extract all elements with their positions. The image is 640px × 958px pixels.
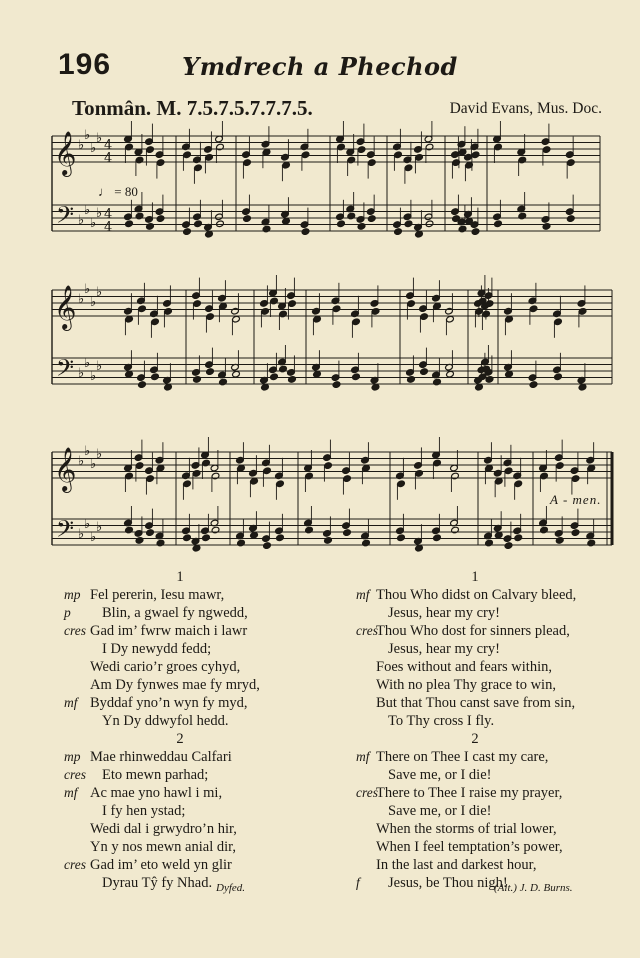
- note-head: [211, 472, 220, 480]
- lyric-text: Yn Dy ddwyfol hedd.: [102, 713, 229, 729]
- note-head: [475, 383, 484, 391]
- note-head: [125, 472, 134, 480]
- note-head: [276, 534, 285, 542]
- flat-sign: ♭: [96, 520, 103, 535]
- lyric-line: [340, 694, 610, 712]
- lyric-text: There to Thee I raise my prayer,: [376, 785, 563, 801]
- lyric-line: [340, 604, 610, 622]
- note-head: [571, 529, 580, 537]
- dynamic-marking: mf: [64, 785, 78, 800]
- flat-sign: ♭: [78, 527, 85, 542]
- note-head: [282, 217, 291, 225]
- note-head: [352, 373, 361, 381]
- note-head: [205, 230, 214, 238]
- note-head: [446, 315, 455, 323]
- flat-sign: ♭: [84, 356, 91, 371]
- tune-meter: Tonmân. M. 7.5.7.5.7.7.7.5.: [72, 96, 313, 120]
- note-head: [540, 526, 549, 534]
- lyric-line: [60, 838, 300, 856]
- verse-number: 2: [176, 731, 184, 747]
- flat-sign: ♭: [90, 530, 97, 545]
- flat-sign: ♭: [78, 292, 85, 307]
- flat-sign: ♭: [84, 444, 91, 459]
- flat-sign: ♭: [90, 216, 97, 231]
- lyric-text: Fel pererin, Iesu mawr,: [90, 587, 225, 603]
- dynamic-marking: cres: [64, 857, 86, 872]
- flat-sign: ♭: [96, 359, 103, 374]
- english-author-credit: (Alt.) J. D. Burns.: [494, 882, 573, 894]
- note-head: [504, 467, 513, 475]
- note-head: [485, 464, 494, 472]
- note-head: [156, 539, 165, 547]
- note-head: [219, 378, 228, 386]
- note-head: [313, 370, 322, 378]
- note-head: [151, 318, 160, 326]
- note-head: [305, 526, 314, 534]
- note-head: [324, 537, 333, 545]
- note-head: [183, 534, 192, 542]
- flat-sign: ♭: [78, 366, 85, 381]
- lyric-text: Wedi dal i grwydro’n hir,: [90, 821, 237, 837]
- flat-sign: ♭: [84, 282, 91, 297]
- note-head: [433, 459, 442, 467]
- lyric-text: With no plea Thy grace to win,: [376, 677, 556, 693]
- lyric-line: [60, 640, 300, 658]
- note-head: [433, 534, 442, 542]
- lyric-text: Mae rhinweddau Calfari: [90, 749, 232, 765]
- dynamic-marking: mf: [64, 695, 78, 710]
- note-head: [494, 220, 503, 228]
- note-head: [451, 526, 460, 534]
- lyric-text: But that Thou canst save from sin,: [376, 695, 576, 711]
- note-head: [183, 151, 192, 159]
- note-head: [371, 383, 380, 391]
- note-head: [263, 542, 272, 550]
- flat-sign: ♭: [84, 203, 91, 218]
- time-signature: 4: [104, 151, 113, 166]
- note-head: [151, 373, 160, 381]
- note-head: [407, 376, 416, 384]
- note-head: [125, 220, 134, 228]
- flat-sign: ♭: [96, 206, 103, 221]
- lyric-line: [60, 748, 300, 766]
- note-head: [485, 539, 494, 547]
- note-head: [425, 220, 434, 228]
- dynamic-marking: cres: [64, 767, 86, 782]
- lyric-text: I Dy newydd fedd;: [102, 641, 212, 657]
- note-head: [494, 477, 503, 485]
- note-head: [194, 220, 203, 228]
- note-head: [270, 297, 279, 305]
- lyric-text: Jesus, hear my cry!: [388, 641, 500, 657]
- note-head: [347, 156, 356, 164]
- dynamic-marking: cres: [64, 623, 86, 638]
- lyric-text: Dyrau Tŷ fy Nhad.: [102, 875, 213, 891]
- note-head: [261, 383, 270, 391]
- note-head: [183, 228, 192, 236]
- bass-clef: 𝄢: [56, 515, 75, 548]
- note-head: [146, 529, 155, 537]
- note-head: [371, 308, 380, 316]
- note-head: [420, 313, 429, 321]
- dynamic-marking: f: [356, 875, 360, 890]
- note-head: [529, 305, 538, 313]
- note-head: [262, 148, 271, 156]
- lyric-line: [60, 712, 300, 730]
- lyric-text: Foes without and fears within,: [376, 659, 552, 675]
- lyric-text: Thou Who didst on Calvary bleed,: [376, 587, 577, 603]
- lyric-text: When I feel temptation’s power,: [376, 839, 563, 855]
- note-head: [343, 475, 352, 483]
- note-head: [566, 159, 575, 167]
- note-head: [529, 381, 538, 389]
- note-head: [276, 480, 285, 488]
- flat-sign: ♭: [90, 141, 97, 156]
- note-head: [337, 143, 346, 151]
- lyric-text: I fy hen ystad;: [102, 803, 186, 819]
- note-head: [367, 159, 376, 167]
- note-head: [415, 154, 424, 162]
- welsh-author-credit: Dyfed.: [216, 882, 246, 894]
- dynamic-marking: cres: [356, 785, 378, 800]
- note-head: [518, 156, 527, 164]
- lyric-line: [340, 640, 610, 658]
- hymn-title: Ymdrech a Phechod: [182, 52, 458, 81]
- note-head: [514, 534, 523, 542]
- tempo-marking: ♩ = 80: [98, 184, 138, 199]
- note-head: [505, 370, 514, 378]
- lyric-text: Thou Who dost for sinners plead,: [376, 623, 570, 639]
- note-head: [471, 151, 480, 159]
- lyric-line: [340, 802, 610, 820]
- time-signature: 4: [104, 138, 113, 153]
- note-head: [193, 376, 202, 384]
- note-head: [362, 464, 371, 472]
- note-head: [415, 544, 424, 552]
- note-head: [193, 300, 202, 308]
- dynamic-marking: p: [64, 605, 71, 620]
- flat-sign: ♭: [96, 447, 103, 462]
- note-head: [555, 462, 564, 470]
- verse-number: 1: [471, 569, 479, 585]
- note-head: [542, 146, 551, 154]
- note-head: [347, 212, 356, 220]
- note-head: [135, 212, 144, 220]
- lyric-line: [60, 622, 300, 640]
- note-head: [301, 228, 310, 236]
- note-head: [262, 225, 271, 233]
- note-head: [504, 542, 513, 550]
- lyric-text: Blin, a gwael fy ngwedd,: [102, 605, 248, 621]
- lyric-line: [340, 820, 610, 838]
- note-head: [164, 383, 173, 391]
- note-head: [367, 215, 376, 223]
- dynamic-marking: mf: [356, 749, 370, 764]
- note-head: [216, 143, 225, 151]
- lyric-line: [340, 784, 610, 802]
- note-head: [433, 378, 442, 386]
- note-head: [237, 464, 246, 472]
- note-head: [571, 475, 580, 483]
- lyric-text: Ac mae yno hawl i mi,: [90, 785, 223, 801]
- note-head: [135, 462, 144, 470]
- note-head: [135, 156, 144, 164]
- note-head: [554, 373, 563, 381]
- note-head: [362, 539, 371, 547]
- lyric-text: Save me, or I die!: [388, 803, 492, 819]
- note-head: [578, 308, 587, 316]
- note-head: [263, 467, 272, 475]
- flat-sign: ♭: [84, 128, 91, 143]
- note-head: [194, 164, 203, 172]
- lyric-line: [340, 622, 610, 640]
- note-head: [357, 146, 366, 154]
- note-head: [404, 164, 413, 172]
- note-head: [415, 230, 424, 238]
- flat-sign: ♭: [96, 131, 103, 146]
- flat-sign: ♭: [90, 369, 97, 384]
- note-head: [270, 373, 279, 381]
- note-head: [357, 223, 366, 231]
- note-head: [202, 534, 211, 542]
- note-head: [394, 151, 403, 159]
- note-head: [587, 464, 596, 472]
- note-head: [135, 537, 144, 545]
- flat-sign: ♭: [90, 295, 97, 310]
- lyric-line: [340, 586, 610, 604]
- note-head: [425, 143, 434, 151]
- lyric-line: [340, 712, 610, 730]
- flat-sign: ♭: [78, 213, 85, 228]
- note-head: [337, 220, 346, 228]
- dynamic-marking: mf: [356, 587, 370, 602]
- note-head: [202, 459, 211, 467]
- note-head: [279, 365, 288, 373]
- lyric-line: [60, 856, 300, 874]
- flat-sign: ♭: [96, 285, 103, 300]
- flat-sign: ♭: [78, 138, 85, 153]
- lyric-text: Jesus, hear my cry!: [388, 605, 500, 621]
- lyric-line: [60, 586, 300, 604]
- note-head: [146, 146, 155, 154]
- note-head: [192, 544, 201, 552]
- note-head: [494, 143, 503, 151]
- lyric-text: Gad im’ eto weld yn glir: [90, 857, 232, 873]
- bass-clef: 𝄢: [56, 201, 75, 234]
- dynamic-marking: cres: [356, 623, 378, 638]
- lyric-line: [340, 658, 610, 676]
- note-head: [138, 305, 147, 313]
- note-head: [206, 313, 215, 321]
- lyric-line: [60, 658, 300, 676]
- note-head: [261, 308, 270, 316]
- bass-clef: 𝄢: [56, 354, 75, 387]
- lyric-line: [60, 694, 300, 712]
- lyric-line: [60, 820, 300, 838]
- note-head: [397, 480, 406, 488]
- lyric-line: [340, 856, 610, 874]
- note-head: [301, 151, 310, 159]
- composer-credit: David Evans, Mus. Doc.: [449, 100, 602, 117]
- note-head: [183, 480, 192, 488]
- note-head: [514, 480, 523, 488]
- note-head: [138, 381, 147, 389]
- note-head: [125, 526, 134, 534]
- lyric-line: [60, 676, 300, 694]
- lyric-text: There on Thee I cast my care,: [376, 749, 549, 765]
- lyric-line: [60, 604, 300, 622]
- amen-text: A - men.: [550, 492, 602, 507]
- note-head: [313, 315, 322, 323]
- lyric-text: When the storms of trial lower,: [376, 821, 557, 837]
- verse-number: 2: [471, 731, 479, 747]
- lyric-line: [60, 802, 300, 820]
- note-head: [324, 462, 333, 470]
- note-head: [288, 300, 297, 308]
- flat-sign: ♭: [78, 454, 85, 469]
- note-head: [540, 472, 549, 480]
- lyric-text: In the last and darkest hour,: [376, 857, 537, 873]
- note-head: [587, 539, 596, 547]
- flat-sign: ♭: [90, 457, 97, 472]
- note-head: [332, 381, 341, 389]
- note-head: [243, 215, 252, 223]
- lyric-line: [340, 838, 610, 856]
- note-head: [518, 212, 527, 220]
- hymn-number: 196: [58, 48, 112, 81]
- welsh-lyrics: [60, 568, 300, 892]
- lyric-text: Save me, or I die!: [388, 767, 492, 783]
- note-head: [232, 315, 241, 323]
- lyric-text: Byddaf yno’n wyn fy myd,: [90, 695, 248, 711]
- note-head: [219, 302, 228, 310]
- lyric-text: Jesus, be Thou nigh!: [388, 875, 508, 891]
- note-head: [578, 383, 587, 391]
- note-head: [494, 531, 503, 539]
- note-head: [206, 368, 215, 376]
- lyric-line: [340, 766, 610, 784]
- note-head: [404, 220, 413, 228]
- note-head: [250, 477, 259, 485]
- note-head: [305, 472, 314, 480]
- note-head: [415, 470, 424, 478]
- note-head: [156, 215, 165, 223]
- note-head: [164, 308, 173, 316]
- note-head: [237, 539, 246, 547]
- note-head: [343, 529, 352, 537]
- treble-clef: 𝄞: [54, 447, 77, 491]
- lyric-text: Gad im’ fwrw maich i lawr: [90, 623, 248, 639]
- note-head: [211, 526, 220, 534]
- note-head: [146, 223, 155, 231]
- note-head: [555, 537, 564, 545]
- note-head: [446, 370, 455, 378]
- note-head: [554, 318, 563, 326]
- note-head: [243, 159, 252, 167]
- note-head: [125, 143, 134, 151]
- lyric-line: [60, 766, 300, 784]
- note-head: [451, 472, 460, 480]
- lyric-line: [340, 748, 610, 766]
- treble-clef: 𝄞: [54, 131, 77, 175]
- note-head: [232, 370, 241, 378]
- treble-clef: 𝄞: [54, 285, 77, 329]
- note-head: [458, 225, 467, 233]
- note-head: [433, 302, 442, 310]
- dynamic-marking: mp: [64, 749, 81, 764]
- lyric-text: Am Dy fynwes mae fy mryd,: [90, 677, 260, 693]
- note-head: [505, 315, 514, 323]
- dynamic-marking: mp: [64, 587, 81, 602]
- note-head: [542, 223, 551, 231]
- verse-number: 1: [176, 569, 184, 585]
- note-head: [250, 531, 259, 539]
- note-head: [125, 370, 134, 378]
- english-lyrics: [340, 568, 610, 892]
- time-signature: 4: [104, 207, 113, 222]
- note-head: [125, 315, 134, 323]
- note-head: [156, 159, 165, 167]
- note-head: [192, 470, 201, 478]
- note-head: [332, 305, 341, 313]
- note-head: [471, 228, 480, 236]
- flat-sign: ♭: [84, 517, 91, 532]
- time-signature: 4: [104, 220, 113, 235]
- note-head: [279, 310, 288, 318]
- note-head: [216, 220, 225, 228]
- note-head: [397, 534, 406, 542]
- lyric-text: To Thy cross I fly.: [388, 713, 495, 729]
- lyric-text: Wedi cario’r groes cyhyd,: [90, 659, 241, 675]
- lyric-line: [340, 676, 610, 694]
- note-head: [282, 161, 291, 169]
- note-head: [420, 368, 429, 376]
- note-head: [156, 464, 165, 472]
- note-head: [566, 215, 575, 223]
- note-head: [205, 154, 214, 162]
- note-head: [352, 318, 361, 326]
- lyric-line: [60, 874, 300, 892]
- lyric-line: [60, 784, 300, 802]
- note-head: [288, 376, 297, 384]
- note-head: [394, 228, 403, 236]
- lyric-text: Eto mewn parhad;: [102, 767, 209, 783]
- note-head: [407, 300, 416, 308]
- note-head: [146, 475, 155, 483]
- lyric-text: Yn y nos mewn anial dir,: [90, 839, 237, 855]
